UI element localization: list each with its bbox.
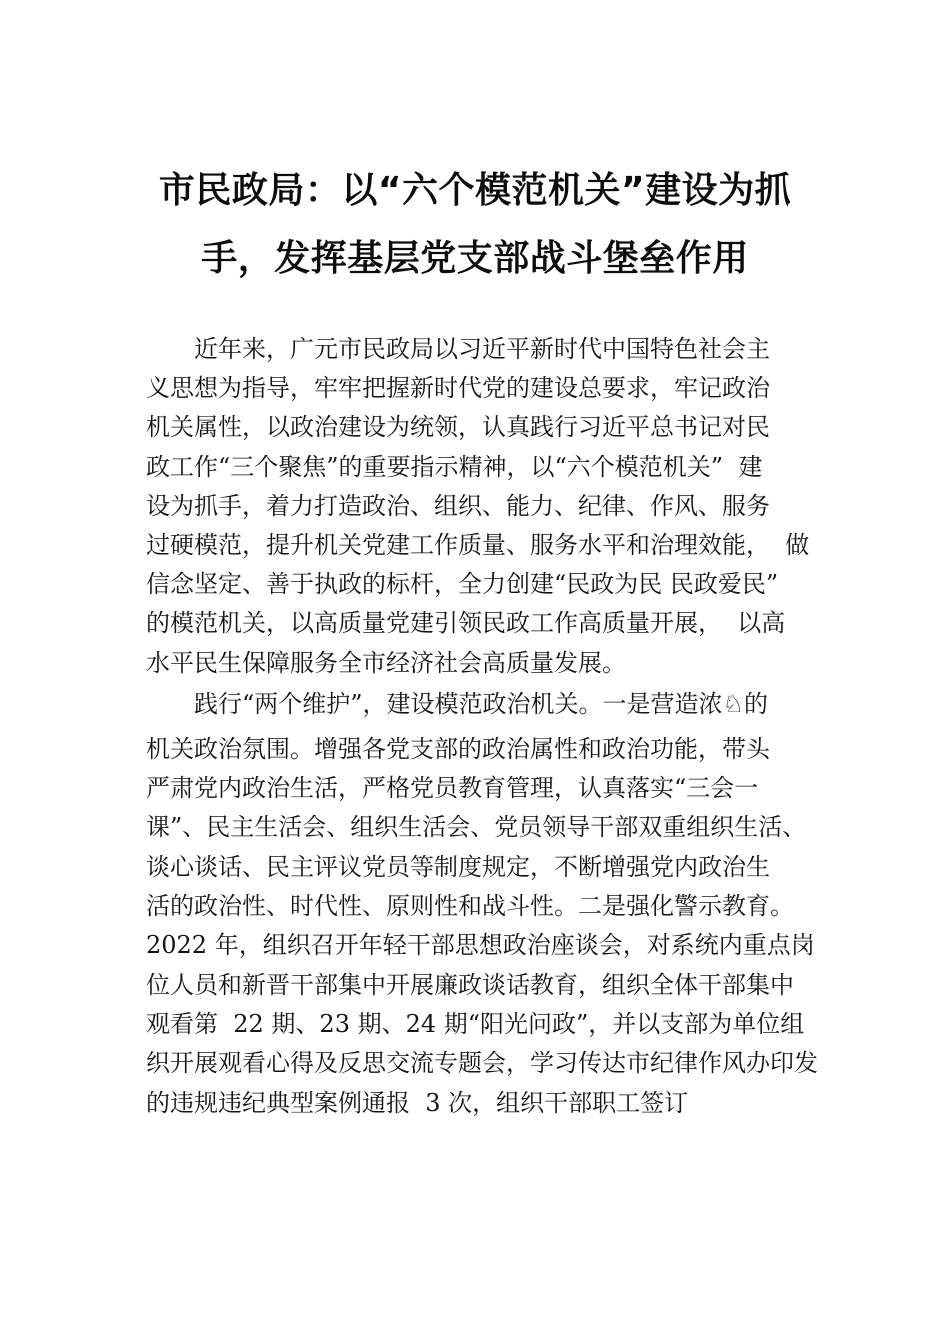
paragraph-2-line-2: 机关政治氛围。增强各党支部的政治属性和政治功能，带头 bbox=[146, 735, 770, 763]
paragraph-1-line-5: 设为抓手，着力打造政治、组织、能力、纪律、作风、服务 bbox=[146, 492, 770, 520]
paragraph-2-line-4: 课”、民主生活会、组织生活会、党员领导干部双重组织生活、 bbox=[146, 813, 807, 841]
paragraph-1-line-4: 政工作“三个聚焦”的重要指示精神，以“六个模范机关” 建 bbox=[146, 453, 763, 481]
paragraph-2-line-3: 严肃党内政治生活，严格党员教育管理，认真落实“三会一 bbox=[146, 774, 759, 802]
document-title-line-1: 市民政局：以“六个模范机关”建设为抓 bbox=[158, 170, 792, 211]
paragraph-1-line-3: 机关属性，以政治建设为统领，认真践行习近平总书记对民 bbox=[146, 413, 770, 441]
paragraph-1-line-2: 义思想为指导，牢牢把握新时代党的建设总要求，牢记政治 bbox=[146, 374, 770, 402]
paragraph-2-line-6: 活的政治性、时代性、原则性和战斗性。二是强化警示教育。 bbox=[146, 892, 794, 920]
paragraph-1-line-8: 的模范机关，以高质量党建引领民政工作高质量开展， 以高 bbox=[146, 609, 786, 637]
paragraph-2-line-10: 织开展观看心得及反思交流专题会，学习传达市纪律作风办印发 bbox=[146, 1049, 818, 1077]
paragraph-2-line-1: 践行“两个维护”，建设模范政治机关。一是营造浓♘的 bbox=[194, 690, 769, 718]
document-title-line-2: 手，发挥基层党支部战斗堡垒作用 bbox=[201, 238, 749, 279]
paragraph-1-line-1: 近年来，广元市民政局以习近平新时代中国特色社会主 bbox=[194, 335, 770, 363]
paragraph-2-line-8: 位人员和新晋干部集中开展廉政谈话教育，组织全体干部集中 bbox=[146, 971, 794, 999]
paragraph-1-line-6: 过硬模范，提升机关党建工作质量、服务水平和治理效能， 做 bbox=[146, 531, 810, 559]
paragraph-2-line-5: 谈心谈话、民主评议党员等制度规定，不断增强党内政治生 bbox=[146, 853, 770, 881]
paragraph-1-line-9: 水平民生保障服务全市经济社会高质量发展。 bbox=[146, 649, 626, 677]
paragraph-1-line-7: 信念坚定、善于执政的标杆，全力创建“民政为民 民政爱民” bbox=[146, 570, 779, 598]
paragraph-2-line-11: 的违规违纪典型案例通报 3 次，组织干部职工签订 bbox=[146, 1089, 689, 1117]
paragraph-2-line-9: 观看第 22 期、23 期、24 期“阳光问政”，并以支部为单位组 bbox=[146, 1010, 805, 1038]
paragraph-2-line-7: 2022 年，组织召开年轻干部思想政治座谈会，对系统内重点岗 bbox=[146, 931, 815, 959]
